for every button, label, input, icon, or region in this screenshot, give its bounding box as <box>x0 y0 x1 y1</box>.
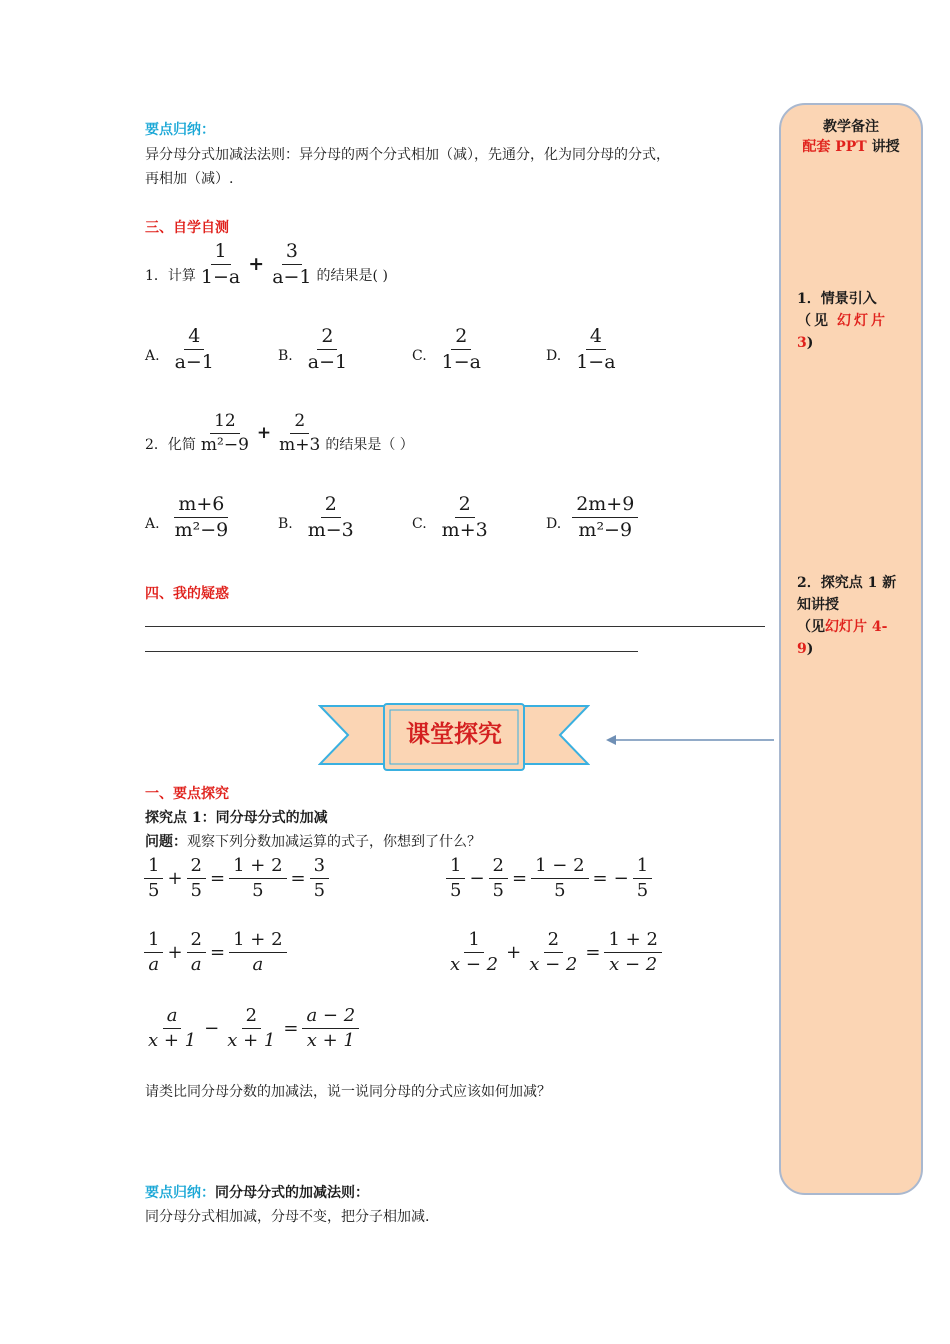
option-numerator: 2m+9 <box>572 494 638 518</box>
option-denominator: a−1 <box>307 350 348 373</box>
operator: − <box>469 867 485 889</box>
numerator: 1 + 2 <box>604 930 661 953</box>
equals: = <box>585 941 601 963</box>
numerator: 1 <box>144 856 163 879</box>
denominator: 5 <box>492 879 504 901</box>
equals: = <box>210 867 226 889</box>
q2-d2: m+3 <box>279 434 321 455</box>
q1-prefix: 1．计算 <box>145 268 196 285</box>
q2-suffix: 的结果是（ ） <box>325 437 414 454</box>
sidebar-subtitle <box>779 136 923 158</box>
note1-close: ) <box>806 335 814 351</box>
note2-open: （见 <box>797 619 825 635</box>
question-text: 观察下列分数加减运算的式子，你想到了什么？ <box>187 834 481 850</box>
q2-option-b <box>278 494 359 541</box>
option-denominator: m²−9 <box>578 518 633 541</box>
q2-option-d <box>546 494 639 541</box>
summary2-rule-text: 同分母分式相加减，分母不变，把分子相加减. <box>145 1209 430 1225</box>
note2-close: ) <box>806 641 814 657</box>
negative-sign: − <box>613 867 629 889</box>
self-test-heading: 三、自学自测 <box>145 220 229 236</box>
denominator: 5 <box>554 879 566 901</box>
numerator: 2 <box>489 856 508 879</box>
q2-option-c <box>412 494 493 541</box>
q2-prefix: 2．化简 <box>145 437 196 454</box>
numerator: 1 <box>464 930 483 953</box>
sidebar-note-2-title-1: 2．探究点 1 新 <box>797 575 897 591</box>
operator: − <box>204 1017 220 1039</box>
q1-n1: 1 <box>211 241 231 265</box>
summary1-heading: 要点归纳： <box>145 122 215 138</box>
equals: = <box>592 867 608 889</box>
q1-suffix: 的结果是( ) <box>316 268 388 285</box>
q2-option-a <box>145 494 233 541</box>
denominator: a <box>148 953 160 975</box>
denominator: 5 <box>148 879 160 901</box>
operator: + <box>167 867 183 889</box>
note2-slide-number[interactable]: 9 <box>797 641 807 657</box>
option-label: B. <box>278 516 293 533</box>
explore-question <box>145 830 481 854</box>
sidebar-note-2-title-2: 知讲授 <box>797 597 839 613</box>
denominator: 5 <box>190 879 202 901</box>
denominator: 5 <box>450 879 462 901</box>
note1-slide-number[interactable]: 3 <box>797 335 807 351</box>
note1-slide-link[interactable]: 幻灯片 <box>837 313 888 329</box>
question-label: 问题： <box>145 834 187 850</box>
summary2-rule-title: 同分母分式的加减法则： <box>215 1185 369 1201</box>
option-numerator: 2 <box>451 326 471 350</box>
q1-op: + <box>248 253 265 276</box>
q1-option-c <box>412 326 486 373</box>
numerator: 1 − 2 <box>531 856 588 879</box>
option-label: A. <box>145 516 160 533</box>
denominator: x + 1 <box>306 1029 355 1051</box>
note1-open: （见 <box>797 313 831 329</box>
option-label: C. <box>412 348 427 365</box>
numerator: 1 <box>144 930 163 953</box>
note2-slide-link[interactable]: 幻灯片 4- <box>825 619 888 635</box>
equals: = <box>210 941 226 963</box>
denominator: x + 1 <box>227 1029 276 1051</box>
operator: + <box>167 941 183 963</box>
numerator: a − 2 <box>302 1006 359 1029</box>
option-numerator: m+6 <box>174 494 228 518</box>
question-2 <box>145 412 414 454</box>
explore-point-1: 探究点 1：同分母分式的加减 <box>145 810 328 826</box>
q1-option-d <box>546 326 621 373</box>
denominator: 5 <box>252 879 264 901</box>
option-label: A. <box>145 348 160 365</box>
formula-4 <box>445 930 663 975</box>
numerator: 2 <box>187 856 206 879</box>
summary1-line1: 异分母分式加减法法则：异分母的两个分式相加（减），先通分，化为同分母的分式， <box>145 147 670 163</box>
formula-2 <box>445 856 653 901</box>
formula-3 <box>143 930 288 975</box>
answer-line-1[interactable] <box>145 626 765 627</box>
q2-d1: m²−9 <box>200 434 249 455</box>
sidebar-title: 教学备注 <box>823 119 879 135</box>
option-denominator: m²−9 <box>174 518 229 541</box>
q1-d2: a−1 <box>272 265 312 288</box>
option-label: B. <box>278 348 293 365</box>
option-numerator: 4 <box>586 326 606 350</box>
formula-5 <box>143 1006 360 1051</box>
numerator: 2 <box>544 930 563 953</box>
denominator: 5 <box>636 879 649 901</box>
denominator: a <box>252 953 264 975</box>
denominator: x − 2 <box>450 953 499 975</box>
denominator: x + 1 <box>148 1029 197 1051</box>
operator: + <box>506 941 522 963</box>
option-numerator: 2 <box>321 494 341 518</box>
explore-heading: 一、要点探究 <box>145 786 229 802</box>
banner-title: 课堂探究 <box>406 720 502 748</box>
numerator: 1 <box>446 856 465 879</box>
option-label: D. <box>546 348 562 365</box>
q1-option-b <box>278 326 352 373</box>
summary2-heading-row <box>145 1181 369 1205</box>
option-numerator: 2 <box>317 326 337 350</box>
equals: = <box>512 867 528 889</box>
sidebar-note-1-ref <box>797 310 888 332</box>
numerator: 1 <box>633 856 652 879</box>
equals: = <box>283 1017 299 1039</box>
numerator: a <box>163 1006 182 1029</box>
q1-d1: 1−a <box>200 265 241 288</box>
denominator: a <box>190 953 202 975</box>
numerator: 2 <box>242 1006 261 1029</box>
option-label: C. <box>412 516 427 533</box>
option-numerator: 2 <box>455 494 475 518</box>
formula-1 <box>143 856 330 901</box>
arrow-left-icon <box>606 732 776 748</box>
numerator: 2 <box>187 930 206 953</box>
equals: = <box>290 867 306 889</box>
option-label: D. <box>546 516 562 533</box>
sidebar-note-1-ref2 <box>797 332 813 354</box>
summary1-line2: 再相加（减）. <box>145 171 234 187</box>
option-numerator: 4 <box>184 326 204 350</box>
q2-n1: 12 <box>210 412 240 434</box>
sidebar-subtitle-black: 讲授 <box>866 139 900 155</box>
sidebar-note-2-ref <box>797 616 887 638</box>
sidebar-note-1-title: 1．情景引入 <box>797 291 877 307</box>
q2-op: + <box>256 423 272 444</box>
q1-option-a <box>145 326 219 373</box>
q1-n2: 3 <box>282 241 302 265</box>
summary2-heading: 要点归纳： <box>145 1185 215 1201</box>
numerator: 1 + 2 <box>229 856 286 879</box>
doubts-heading: 四、我的疑惑 <box>145 586 229 602</box>
numerator: 3 <box>310 856 329 879</box>
denominator: x − 2 <box>609 953 658 975</box>
q2-n2: 2 <box>290 412 309 434</box>
option-denominator: m+3 <box>441 518 488 541</box>
sidebar-subtitle-red: 配套 PPT <box>802 139 867 155</box>
question-1 <box>145 241 388 288</box>
option-denominator: m−3 <box>307 518 354 541</box>
option-denominator: 1−a <box>576 350 616 373</box>
sidebar-note-2-ref2 <box>797 638 813 660</box>
numerator: 1 + 2 <box>229 930 286 953</box>
denominator: 5 <box>313 879 326 901</box>
explore-prompt: 请类比同分母分数的加减法，说一说同分母的分式应该如何加减？ <box>145 1084 551 1100</box>
answer-line-2[interactable] <box>145 651 638 652</box>
option-denominator: 1−a <box>441 350 482 373</box>
denominator: x − 2 <box>529 953 578 975</box>
option-denominator: a−1 <box>174 350 214 373</box>
